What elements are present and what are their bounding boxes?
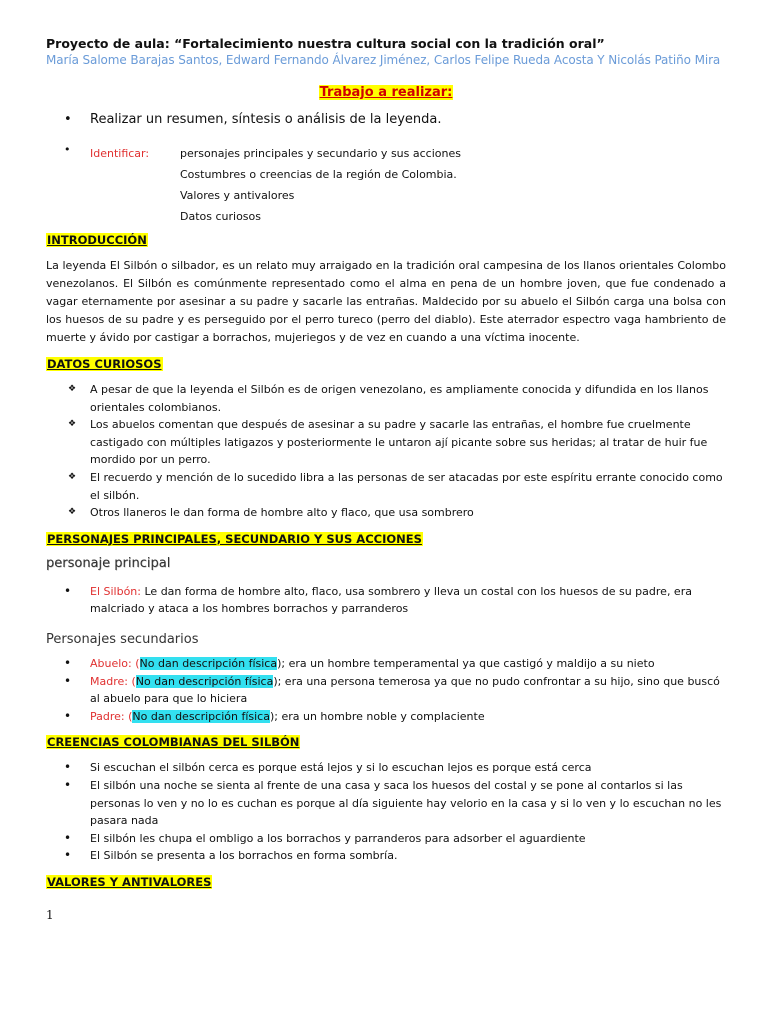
identify-list	[180, 143, 461, 227]
open-paren: (	[131, 656, 140, 670]
no-description-highlight: No dan descripción física	[132, 709, 270, 723]
intro-heading	[46, 233, 726, 247]
character-text: ); era un hombre temperamental ya que castigó y maldijo a su nieto	[277, 656, 655, 670]
identify-item: Costumbres o creencias de la región de Colombia.	[180, 168, 457, 181]
principal-list	[46, 583, 726, 618]
project-sep: :	[164, 36, 175, 51]
list-item: ❖ El recuerdo y mención de lo sucedido libra a las personas de ser atacadas por este espíritu errante conocido como el silbón.	[90, 469, 726, 504]
character-name: Madre:	[90, 674, 128, 688]
character-text: ); era un hombre noble y complaciente	[269, 709, 485, 723]
curious-list	[46, 381, 726, 522]
curious-heading	[46, 357, 726, 371]
secondary-title: Personajes secundarios	[46, 631, 199, 647]
character-name: Abuelo:	[90, 656, 132, 670]
identify-item: Valores y antivalores	[180, 189, 295, 202]
no-description-highlight: No dan descripción física	[139, 656, 278, 670]
intro-heading-text: INTRODUCCIÓN	[47, 233, 147, 247]
open-paren: (	[124, 709, 133, 723]
identify-label: • Identificar:	[90, 147, 150, 160]
list-item: ❖ Otros llaneros le dan forma de hombre alto y flaco, que usa sombrero	[90, 504, 726, 522]
beliefs-heading	[46, 735, 726, 749]
intro-paragraph: La leyenda El Silbón o silbador, es un relato muy arraigado en la tradición oral campesina de los llanos orientales Colombo venezolanos. El Silbón es comúnmente representado como el alma en pena de un hombre joven, que fue condenado a vagar eternamente por asesinar a su padre y sacarle las entrañas. Maldecido por su abuelo el Silbón carga una bolsa con los huesos de su padre y es perseguido por el perro tureco (perro del diablo). Este aterrador espectro vaga hambriento de muerte y ávido por castigar a borrachos, mujeriegos y de vez en cuando a una víctima inocente.	[46, 259, 726, 344]
identify-item: personajes principales y secundario y sus acciones	[180, 147, 461, 160]
list-item: • El silbón una noche se sienta al frente de una casa y saca los huesos del costal y se pone al contarlos si las personas lo ven y no lo es cuchan es porque al día siguiente hay velorio en la casa y si lo ven y lo escuchan no les pasara nada	[90, 777, 726, 830]
character-name: El Silbón:	[90, 584, 141, 598]
project-label: Proyecto de aula	[46, 36, 165, 51]
main-task-item: • Realizar un resumen, síntesis o análisis de la leyenda.	[90, 112, 726, 127]
project-title-line	[46, 36, 726, 51]
authors-line: María Salome Barajas Santos, Edward Fernando Álvarez Jiménez, Carlos Felipe Rueda Acosta Y Nicolás Patiño Mira	[46, 53, 721, 67]
character-text: Le dan forma de hombre alto, flaco, usa sombrero y lleva un costal con los huesos de su padre, era malcriado y ataca a los hombres borrachos y parranderos	[90, 584, 692, 616]
page-number: 1	[46, 908, 54, 922]
characters-heading-text: PERSONAJES PRINCIPALES, SECUNDARIO Y SUS ACCIONES	[47, 531, 422, 546]
no-description-highlight: No dan descripción física	[135, 674, 274, 688]
character-text: ); era una persona temerosa ya que no pudo confrontar a su hijo, sino que buscó al abuelo para que lo hiciera	[90, 674, 720, 706]
task-title	[46, 81, 726, 100]
values-heading	[46, 875, 726, 889]
list-item	[90, 583, 726, 618]
beliefs-heading-text: CREENCIAS COLOMBIANAS DEL SILBÓN	[47, 735, 300, 750]
list-item: ❖ Los abuelos comentan que después de asesinar a su padre y sacarle las entrañas, el hombre fue cruelmente castigado con múltiples latigazos y posteriormente le untaron ají picante sobre sus heridas; al tratar de huir fue mordido por un perro.	[90, 416, 726, 469]
open-paren: (	[127, 674, 136, 688]
curious-heading-text: DATOS CURIOSOS	[47, 357, 162, 371]
task-title-text: Trabajo a realizar:	[319, 85, 453, 100]
characters-heading	[46, 532, 726, 546]
secondary-list	[46, 655, 726, 725]
list-item: • El Silbón se presenta a los borrachos en forma sombría.	[90, 847, 726, 865]
document-page	[46, 36, 726, 889]
character-name: Padre:	[90, 709, 125, 723]
list-item: ❖ A pesar de que la leyenda el Silbón es de origen venezolano, es ampliamente conocida y difundida en los llanos orientales colombianos.	[90, 381, 726, 416]
identify-item: Datos curiosos	[180, 210, 262, 223]
beliefs-list	[46, 759, 726, 865]
list-item: • Si escuchan el silbón cerca es porque está lejos y si lo escuchan lejos es porque está cerca	[90, 759, 726, 777]
values-heading-text: VALORES Y ANTIVALORES	[47, 874, 212, 889]
principal-title: personaje principal	[46, 555, 171, 571]
list-item	[90, 708, 726, 726]
project-title: “Fortalecimiento nuestra cultura social con la tradición oral”	[174, 36, 605, 51]
list-item: • El silbón les chupa el ombligo a los borrachos y parranderos para adsorber el aguardiente	[90, 830, 726, 848]
list-item	[90, 655, 726, 673]
identify-block	[90, 143, 726, 227]
list-item	[90, 673, 726, 708]
